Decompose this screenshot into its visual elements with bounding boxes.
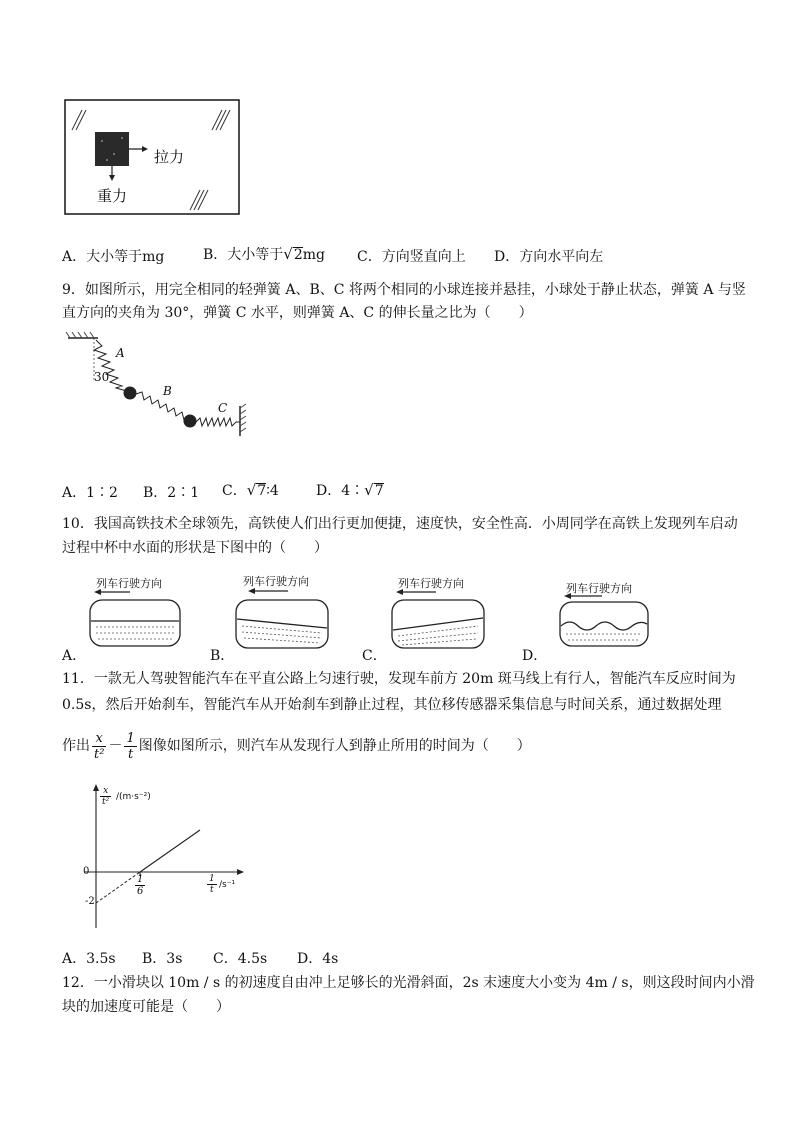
q8-option-c: C．方向竖直向上	[357, 249, 466, 265]
x-intercept-den: 6	[137, 886, 144, 897]
q10-figure-d	[556, 592, 652, 650]
q8-option-b-prefix: B．大小等于	[203, 247, 284, 263]
sqrt-sign: √	[246, 481, 257, 499]
q9-label-angle: 30	[94, 370, 110, 384]
q11-graph-x-label	[207, 874, 217, 895]
q8-option-b	[203, 244, 325, 264]
q8-figure	[62, 96, 244, 220]
x-intercept-num: 1	[137, 874, 144, 885]
q11-line-3-suffix: 图像如图所示，则汽车从发现行人到静止所用的时间为（ ）	[138, 738, 531, 754]
spring-b	[136, 392, 188, 420]
q9-label-a: A	[116, 346, 125, 360]
frac2-num: 1	[126, 730, 135, 746]
q8-option-b-suffix: mg	[302, 247, 326, 263]
y-label-num: x	[100, 786, 111, 797]
q10-option-a: A．	[62, 648, 87, 664]
q10-d-label: 列车行驶方向	[566, 582, 632, 595]
q9-option-c-suffix: ∶4	[266, 483, 279, 499]
q9-label-b: B	[163, 384, 172, 398]
q10-figure-c	[388, 588, 488, 652]
q9-option-d-prefix: D．4∶	[316, 483, 365, 499]
q10-line-2: 过程中杯中水面的形状是下图中的（ ）	[62, 540, 328, 556]
q11-option-c: C．4.5s	[213, 951, 268, 967]
q9-option-d-sqrt: 7	[374, 483, 384, 499]
q11-graph-y-label	[100, 786, 111, 807]
frac2-den: t	[127, 746, 134, 762]
q11-graph-x-intercept	[135, 874, 145, 897]
q9-option-c-prefix: C．	[222, 483, 247, 499]
data-line-dashed	[96, 872, 140, 903]
q9-option-a: A．1∶2	[62, 485, 118, 501]
data-line-solid	[140, 830, 200, 872]
q8-option-a: A．大小等于mg	[62, 249, 165, 265]
sqrt-sign: √	[283, 245, 293, 263]
q10-option-b: B．	[210, 648, 235, 664]
x-label-num: 1	[209, 874, 215, 884]
q11-graph-origin: 0	[83, 866, 90, 877]
q11-graph-y-intercept: -2	[85, 896, 95, 907]
q10-line-1: 10．我国高铁技术全球领先，高铁使人们出行更加便捷，速度快，安全性高．小周同学在高铁上发现列车启动	[62, 516, 738, 532]
block	[95, 132, 129, 166]
q9-option-b: B．2∶1	[143, 485, 200, 501]
q8-option-b-sqrt: 2	[293, 247, 303, 263]
spring-c	[196, 418, 240, 426]
q11-option-a: A．3.5s	[62, 951, 116, 967]
q10-a-label: 列车行驶方向	[96, 577, 162, 590]
q11-line-2: 0.5s，然后开始刹车，智能汽车从开始刹车到静止过程，其位移传感器采集信息与时间关系，通过数据处理	[62, 697, 722, 713]
q11-line-1: 11．一款无人驾驶智能汽车在平直公路上匀速行驶，发现车前方 20m 斑马线上有行人，智能汽车反应时间为	[62, 671, 736, 687]
q9-option-c-sqrt: 7	[257, 483, 267, 499]
frac1-den: t²	[94, 746, 105, 762]
q10-option-c: C．	[362, 648, 387, 664]
q10-option-d: D．	[522, 648, 548, 664]
q10-c-label: 列车行驶方向	[398, 577, 464, 590]
sqrt-sign: √	[364, 481, 374, 499]
q10-figure-a	[86, 588, 186, 650]
q10-figure-b	[232, 586, 332, 652]
q11-option-b: B．3s	[142, 951, 183, 967]
q11-line-3	[62, 726, 531, 766]
q9-label-c: C	[218, 401, 228, 415]
q8-label-gravity: 重力	[97, 187, 128, 205]
ball-upper	[124, 387, 137, 400]
q9-line-2: 直方向的夹角为 30°，弹簧 C 水平，则弹簧 A、C 的伸长量之比为（ ）	[62, 305, 533, 321]
q9-option-c	[222, 480, 279, 500]
q11-graph-y-unit: /(m·s⁻²)	[116, 792, 151, 802]
q9-line-1: 9．如图所示，用完全相同的轻弹簧 A、B、C 将两个相同的小球连接并悬挂，小球处于静止状态，弹簧 A 与竖	[62, 282, 746, 298]
q9-figure	[62, 330, 250, 438]
q11-dash: －	[108, 738, 123, 754]
ball-lower	[184, 415, 197, 428]
q11-graph-x-unit: /s⁻¹	[219, 880, 236, 890]
q12-line-1: 12．一小滑块以 10m / s 的初速度自由冲上足够长的光滑斜面，2s 末速度大小变为 4m / s，则这段时间内小滑	[62, 975, 755, 991]
q11-option-d: D．4s	[297, 951, 339, 967]
frac-1-over-t	[124, 731, 136, 762]
q10-b-label: 列车行驶方向	[243, 575, 309, 588]
x-label-den: t	[210, 885, 214, 895]
frac-x-over-t2	[92, 731, 106, 762]
q8-label-pull: 拉力	[154, 148, 185, 166]
q9-option-d	[316, 480, 384, 500]
q11-line-3-prefix: 作出	[62, 738, 90, 754]
q8-option-d: D．方向水平向左	[494, 249, 604, 265]
q12-line-2: 块的加速度可能是（ ）	[62, 999, 230, 1015]
y-label-den: t²	[102, 797, 110, 807]
frac1-num: x	[92, 731, 106, 747]
